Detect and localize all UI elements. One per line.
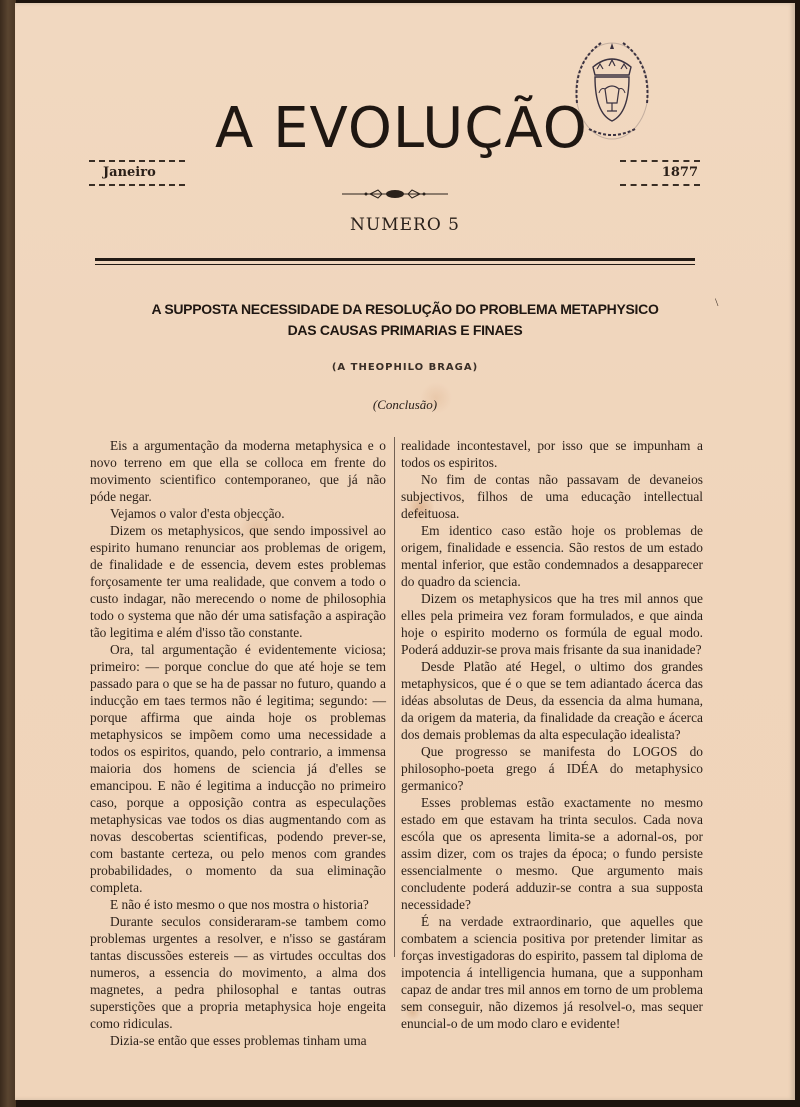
article-author: (A THEOPHILO BRAGA) bbox=[331, 362, 479, 373]
issue-number: NUMERO 5 bbox=[350, 215, 460, 235]
article-title bbox=[75, 299, 735, 341]
paragraph: Ora, tal argumentação é evidentemente viciosa; primeiro: — porque conclue do que até hoje se tem passado para o que se ha de passar no futuro, quando a inducção em taes termos não é legitima; segundo: — porque affirma que ainda hoje os problemas metaphysicos se impõem como uma necessidade a todos os espiritos, quando, pelo contrario, a immensa maioria dos homens de sciencia já d'elles se emancipou. E não é legitima a inducção no primeiro caso, porque a opposição contra as especulações metaphysicas vae todos os dias augmentando com as novas descobertas scientificas, podendo prever-se, com bastante certeza, ou pelo menos com grandes probabilidades, o momento da sua eliminação completa. bbox=[90, 642, 386, 895]
paragraph: Que progresso se manifesta do LOGOS do philosopho-poeta grego á IDÉA do metaphysico germanico? bbox=[401, 744, 703, 793]
paragraph: Dizem os metaphysicos que ha tres mil annos que elles pela primeira vez foram formulados, e que ainda hoje o espirito moderno os formúla de egual modo. Poderá adduzir-se prova mais frisante da sua inanidade? bbox=[401, 591, 703, 657]
paragraph: Em identico caso estão hoje os problemas de origem, finalidade e essencia. São restos de um estado mental inferior, que estão condemnados a desapparecer do quadro da sciencia. bbox=[401, 523, 703, 589]
issue-year: 1877 bbox=[620, 160, 700, 186]
article-subtitle: (Conclusão) bbox=[372, 397, 438, 412]
paragraph: realidade incontestavel, por isso que se impunham a todos os espiritos. bbox=[401, 438, 703, 470]
paragraph: Desde Platão até Hegel, o ultimo dos grandes metaphysicos, que é o que se tem adiantado ácerca das idéas absolutas de Deus, da essencia da alma humana, da origem da materia, da finalidade da creação e ácerca dos demais problemas da alta especulação idealista? bbox=[401, 659, 703, 742]
newspaper-masthead: A EVOLUÇÃO bbox=[215, 96, 588, 161]
paragraph: É na verdade extraordinario, que aquelles que combatem a sciencia positiva por pretender limitar as forças investigadoras do espirito, passem tal diploma de impotencia á intelligencia humana, que a supponham capaz de andar tres mil annos em torno de um problema sem conseguir, não dizemos já resolvel-o, mas sequer enuncial-o de um modo claro e evidente! bbox=[401, 914, 703, 1031]
paragraph: E não é isto mesmo o que nos mostra o historia? bbox=[110, 897, 369, 912]
paragraph: Eis a argumentação da moderna metaphysica e o novo terreno em que ella se colloca em frente do movimento scientifico contemporaneo, que já não póde negar. bbox=[90, 438, 386, 504]
issue-month: Janeiro bbox=[89, 160, 185, 186]
column-divider bbox=[394, 437, 395, 957]
newspaper-page bbox=[15, 3, 795, 1100]
paragraph: Durante seculos consideraram-se tambem como problemas urgentes a resolver, e n'isso se gastáram tantas discussões estereis — as virtudes occultas dos numeros, a essencia do movimento, a alma dos magnetes, a pedra philosophal e tantas outras superstições que a propria metaphysica hoje engeita como ridiculas. bbox=[90, 914, 386, 1031]
header-double-rule bbox=[95, 258, 695, 265]
paragraph: Esses problemas estão exactamente no mesmo estado em que estavam ha trinta seculos. Cada nova escóla que os apresenta limita-se a adornal-os, por assim dizer, com os trajes da época; o fundo persiste essencialmente o mesmo. Que argumento mais concludente poderá adduzir-se contra a sua supposta necessidade? bbox=[401, 795, 703, 912]
paragraph: Dizia-se então que esses problemas tinham uma bbox=[110, 1033, 367, 1048]
paragraph: No fim de contas não passavam de devaneios subjectivos, filhos de uma educação intellectual defeituosa. bbox=[401, 472, 703, 521]
paragraph: Vejamos o valor d'esta objecção. bbox=[110, 506, 285, 521]
right-column bbox=[401, 437, 703, 1032]
article-title-line-1: A SUPPOSTA NECESSIDADE DA RESOLUÇÃO DO PROBLEMA METAPHYSICO bbox=[151, 301, 659, 317]
book-binding bbox=[0, 0, 16, 1107]
article-title-line-2: DAS CAUSAS PRIMARIAS E FINAES bbox=[287, 322, 523, 338]
ornament-divider-icon bbox=[340, 187, 450, 201]
left-column bbox=[90, 437, 386, 1049]
paragraph: Dizem os metaphysicos, que sendo impossivel ao espirito humano renunciar aos problemas de origem, de finalidade e de essencia, devem estes problemas forçosamente ter uma realidade, que convem a todo o custo indagar, não merecendo o nome de philosophia todo o systema que não dér uma satisfação a aspiração tão legitima e além d'isso tão constante. bbox=[90, 523, 386, 640]
print-mark: \ bbox=[715, 295, 719, 309]
